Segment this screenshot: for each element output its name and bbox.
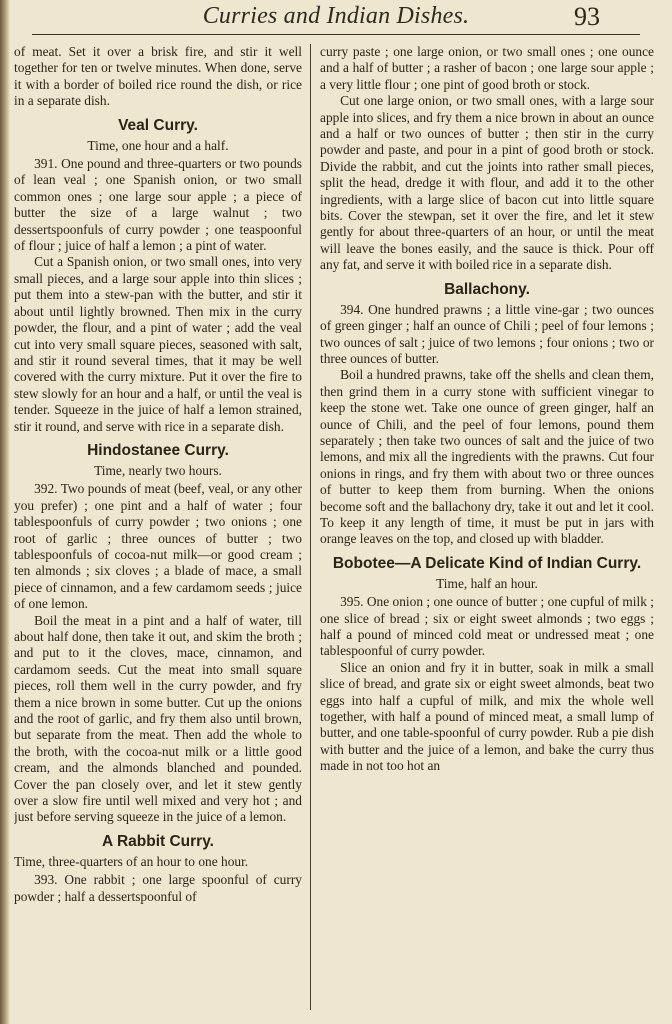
rabbit-curry-ingredients: 393. One rabbit ; one large spoonful of curry powder ; half a dessertspoonful of bbox=[14, 872, 302, 904]
page-header bbox=[0, 0, 672, 40]
bobotee-title: Bobotee—A Delicate Kind of Indian Curry. bbox=[332, 554, 642, 572]
veal-curry-ingredients: 391. One pound and three-quarters or two pounds of lean veal ; one Spanish onion, or two small common ones ; one large sour apple ; a piece of butter the size of a large walnut ; two dessertspoonfuls of curry powder ; one teaspoonful of flour ; juice of half a lemon ; a pint of water. bbox=[14, 156, 302, 254]
continued-paragraph: of meat. Set it over a brisk fire, and stir it well together for ten or twelve minutes. When done, serve it with a border of boiled rice round the dish, or rice in a separate dish. bbox=[14, 44, 302, 109]
ballachony-method: Boil a hundred prawns, take off the shells and clean them, then grind them in a curry stone with sufficient vinegar to keep the stone wet. Take one ounce of green ginger, half an ounce of Chili, and the peel of four lemons, pound them separately ; then take two ounces of salt and the juice of two lemons, and mix all the ingredients with the prawns. Cut four onions in rings, and fry them with about two or three ounces of butter to keep them from burning. When the onions become soft and the ballachony dry, take it out and let it cool. To keep it any length of time, it must be put in jars with orange leaves on the top, and closed up with bladder. bbox=[320, 367, 654, 547]
page-binding-edge bbox=[0, 0, 10, 1024]
running-head: Curries and Indian Dishes. bbox=[202, 3, 470, 29]
column-divider bbox=[310, 44, 311, 1010]
bobotee-method: Slice an onion and fry it in butter, soak in milk a small slice of bread, and grate six or eight sweet almonds, beat two eggs into half a cupful of milk, and mix the whole well together, with half a pound of minced meat, a small lump of butter, and one table-spoonful of curry powder. Rub a pie dish with butter and the juice of a lemon, and bake the curry thus made in not too hot an bbox=[320, 659, 654, 774]
rabbit-curry-ingredients-continued: curry paste ; one large onion, or two small ones ; one ounce and a half of butter ; a rasher of bacon ; one large sour apple ; a very little flour ; one pint of good broth or stock. bbox=[320, 44, 654, 92]
bobotee-time: Time, half an hour. bbox=[436, 575, 538, 591]
ballachony-title: Ballachony. bbox=[444, 280, 530, 298]
veal-curry-method: Cut a Spanish onion, or two small ones, into very small pieces, and a large sour apple into thin slices ; put them into a stew-pan with the butter, and stir it about until lightly browned. Then mix in the curry powder, the flour, and a pint of water ; add the veal cut into very small square pieces, seasoned with salt, and stir it round several times, that it may be well covered with the curry mixture. Put it over the fire to stew slowly for an hour and a half, or until the veal is tender. Squeeze in the juice of half a lemon strained, stir it round, and serve with rice in a separate dish. bbox=[14, 254, 302, 434]
left-column bbox=[14, 44, 302, 1014]
veal-curry-time: Time, one hour and a half. bbox=[87, 137, 229, 153]
hindostanee-curry-ingredients: 392. Two pounds of meat (beef, veal, or any other you prefer) ; one pint and a half of water ; four tablespoonfuls of curry powder ; two onions ; one root of garlic ; three ounces of butter ; two tablespoonfuls of cocoa-nut milk—or good cream ; ten almonds ; six cloves ; a blade of mace, a small piece of cinnamon, and a few cardamom seeds ; juice of one lemon. bbox=[14, 481, 302, 612]
page-number: 93 bbox=[574, 2, 600, 31]
rabbit-curry-time: Time, three-quarters of an hour to one hour. bbox=[14, 853, 249, 869]
hindostanee-curry-method: Boil the meat in a pint and a half of water, till about half done, then take it out, and skim the broth ; and put to it the cloves, mace, cinnamon, and cardamom seeds. Cut the meat into small square pieces, roll them well in the curry powder, and fry them a nice brown in some butter. Cut up the onions and the root of garlic, and fry them also until brown, but separate from the meat. Then add the whole to the broth, with the cocoa-nut milk or a little good cream, and the almonds blanched and pounded. Cover the pan closely over, and let it stew gently over a slow fire until well mixed and very hot ; and just before serving squeeze in the juice of a lemon. bbox=[14, 612, 302, 825]
rabbit-curry-title: A Rabbit Curry. bbox=[102, 832, 214, 850]
right-column bbox=[320, 44, 654, 1014]
hindostanee-curry-title: Hindostanee Curry. bbox=[87, 441, 229, 459]
rabbit-curry-method: Cut one large onion, or two small ones, with a large sour apple into slices, and fry them a nice brown in about an ounce and a half or two ounces of butter ; then stir in the curry powder and paste, and pour in a pint of good broth or stock. Divide the rabbit, and cut the joints into rather small pieces, split the head, dredge it with flour, and add it to the other ingredients, with a large slice of bacon cut into little square bits. Cover the stewpan, set it over the fire, and let it stew gently for about three-quarters of an hour, or until the meat will leave the bones easily, and the sauce is thick. Pour off any fat, and serve it with boiled rice in a separate dish. bbox=[320, 93, 654, 273]
ballachony-ingredients: 394. One hundred prawns ; a little vine-gar ; two ounces of green ginger ; half an ounce of Chili ; peel of four lemons ; two ounces of salt ; juice of two lemons ; four onions ; two or three ounces of butter. bbox=[320, 301, 654, 366]
veal-curry-title: Veal Curry. bbox=[118, 116, 198, 134]
header-rule bbox=[32, 34, 640, 35]
hindostanee-curry-time: Time, nearly two hours. bbox=[94, 462, 222, 478]
bobotee-ingredients: 395. One onion ; one ounce of butter ; one cupful of milk ; one slice of bread ; six or eight sweet almonds ; two eggs ; half a pound of minced cold meat or undressed meat ; one tablespoonful of curry powder. bbox=[320, 594, 654, 659]
